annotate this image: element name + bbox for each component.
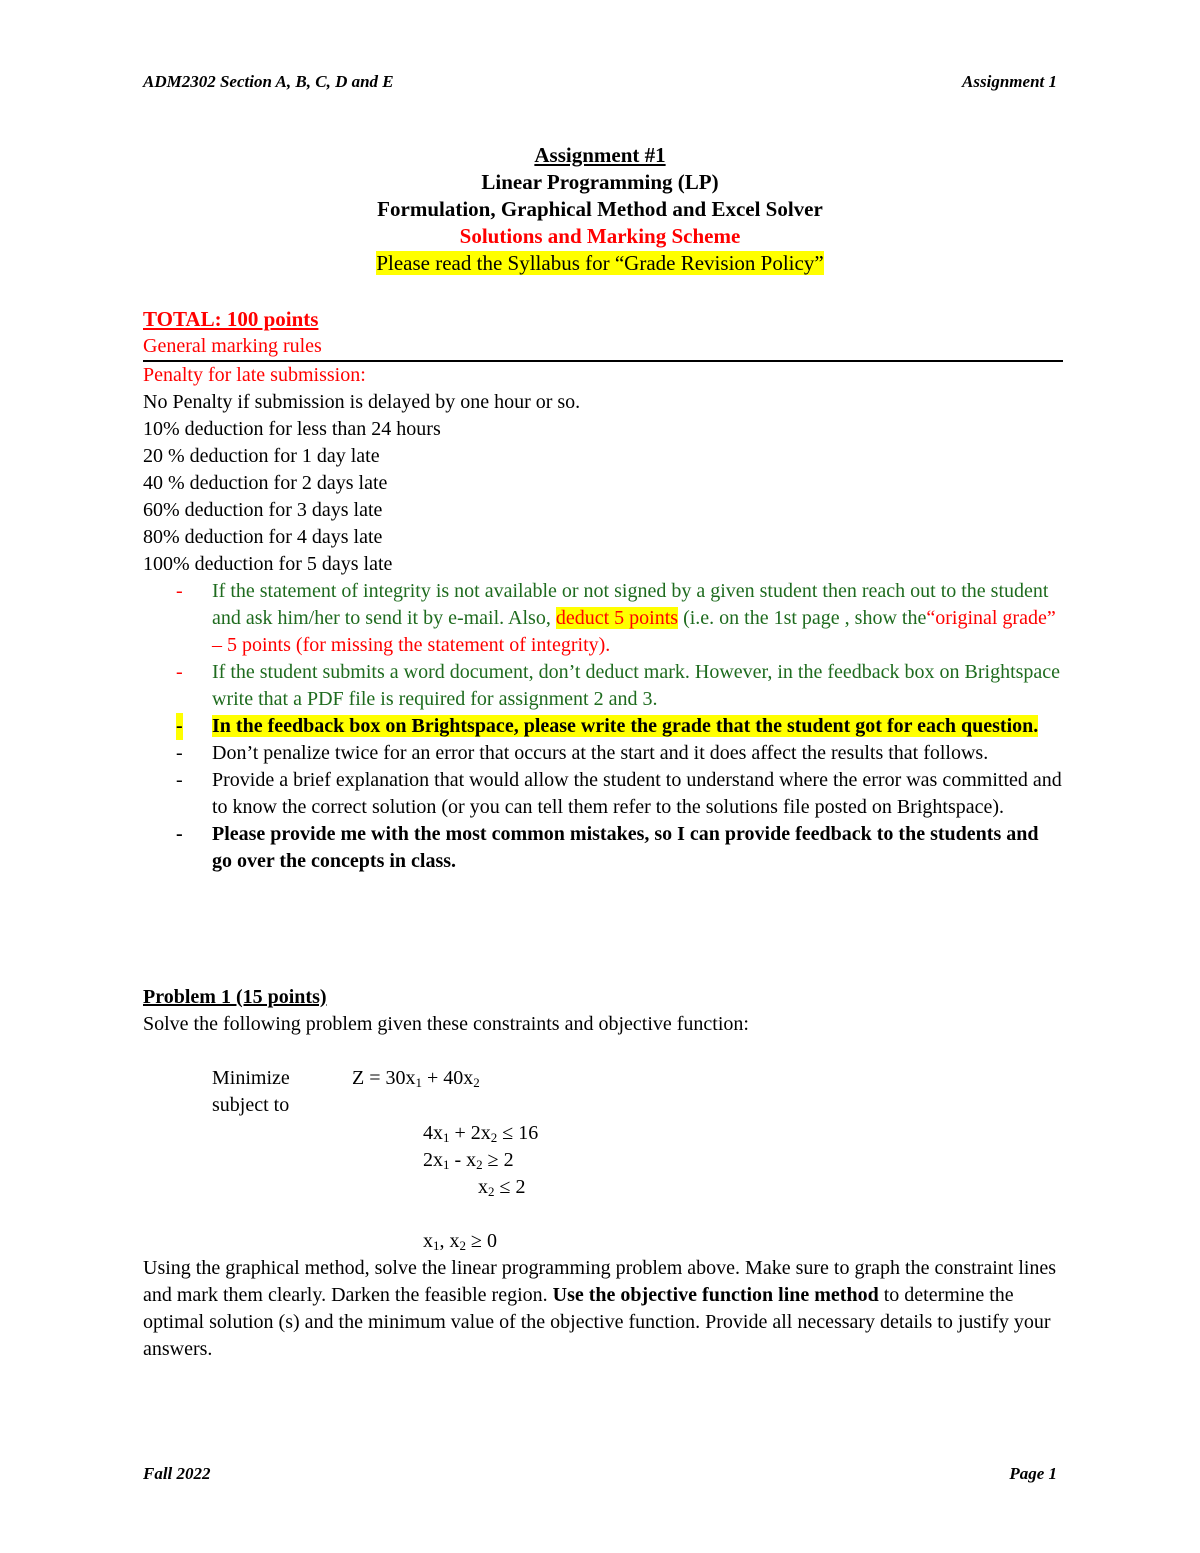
problem-1-instructions: Using the graphical method, solve the linear programming problem above. Make sure to graph the constraint lines and mark them clearly. Darken the feasible region. Use the objective function line method to determine the optimal solution (s) and the minimum value of the objective function. Provide all necessary details to justify your answers. [143, 1257, 1057, 1360]
total-points: TOTAL: 100 points [143, 307, 319, 331]
penalty-item: 20 % deduction for 1 day late [143, 445, 380, 467]
penalty-item: 10% deduction for less than 24 hours [143, 418, 441, 440]
general-marking-rules: General marking rules [143, 333, 1063, 362]
header-course: ADM2302 Section A, B, C, D and E [143, 72, 394, 91]
footer-page-number: Page 1 [1009, 1464, 1057, 1483]
problem-1 [143, 984, 749, 1038]
non-negativity: $x_1$, $x_2 \ge 0$ [423, 1230, 497, 1253]
header-assignment: Assignment 1 [962, 72, 1057, 91]
subtitle-methods: Formulation, Graphical Method and Excel Solver [377, 197, 823, 221]
subtitle-lp: Linear Programming (LP) [481, 170, 719, 194]
problem-1-intro: Solve the following problem given these constraints and objective function: [143, 1013, 749, 1035]
constraint-3: $x_2 \le 2$ [478, 1176, 526, 1199]
assignment-title: Assignment #1 [534, 143, 666, 167]
footer-term: Fall 2022 [143, 1464, 211, 1483]
objective-function: $Z = 30x_1 + 40x_2$ [352, 1067, 480, 1090]
problem-1-heading: Problem 1 (15 points) [143, 986, 327, 1008]
minimize-label: Minimize [212, 1067, 290, 1089]
grade-revision-note: Please read the Syllabus for “Grade Revision Policy” [376, 251, 824, 275]
penalty-list [143, 362, 1063, 578]
penalty-item: 100% deduction for 5 days late [143, 553, 393, 575]
rule-explanation: - Provide a brief explanation that would allow the student to understand where the error was committed and to know the correct solution (or you can tell them refer to the solutions file posted on Brightspace). [176, 769, 1062, 818]
title-block [0, 142, 1200, 277]
constraint-1: $4x_1 + 2x_2 \le 16$ [423, 1122, 539, 1145]
penalty-item: No Penalty if submission is delayed by one hour or so. [143, 391, 581, 413]
rule-penalize-twice: - Don’t penalize twice for an error that occurs at the start and it does affect the results that follows. [176, 742, 989, 764]
penalty-item: 40 % deduction for 2 days late [143, 472, 388, 494]
marking-rules-list [143, 578, 1063, 875]
constraint-2: $2x_1 - x_2 \ge 2$ [423, 1149, 514, 1172]
rule-common-mistakes: - Please provide me with the most common mistakes, so I can provide feedback to the students and go over the concepts in class. [176, 823, 1039, 872]
subtitle-solutions: Solutions and Marking Scheme [459, 224, 741, 248]
penalty-item: 60% deduction for 3 days late [143, 499, 383, 521]
rule-integrity: - If the statement of integrity is not available or not signed by a given student then reach out to the student and ask him/her to send it by e-mail. Also, deduct 5 points (i.e. on the 1st page , show the“original grade” – 5 points (for missing the statement of integrity). [176, 580, 1056, 656]
rule-word-document: - If the student submits a word document, don’t deduct mark. However, in the feedback box on Brightspace write that a PDF file is required for assignment 2 and 3. [176, 661, 1061, 710]
penalty-item: 80% deduction for 4 days late [143, 526, 383, 548]
penalty-heading: Penalty for late submission: [143, 364, 366, 386]
subject-to-label: subject to [212, 1094, 290, 1116]
rule-feedback-box: - In the feedback box on Brightspace, please write the grade that the student got for each question. [143, 713, 1063, 740]
